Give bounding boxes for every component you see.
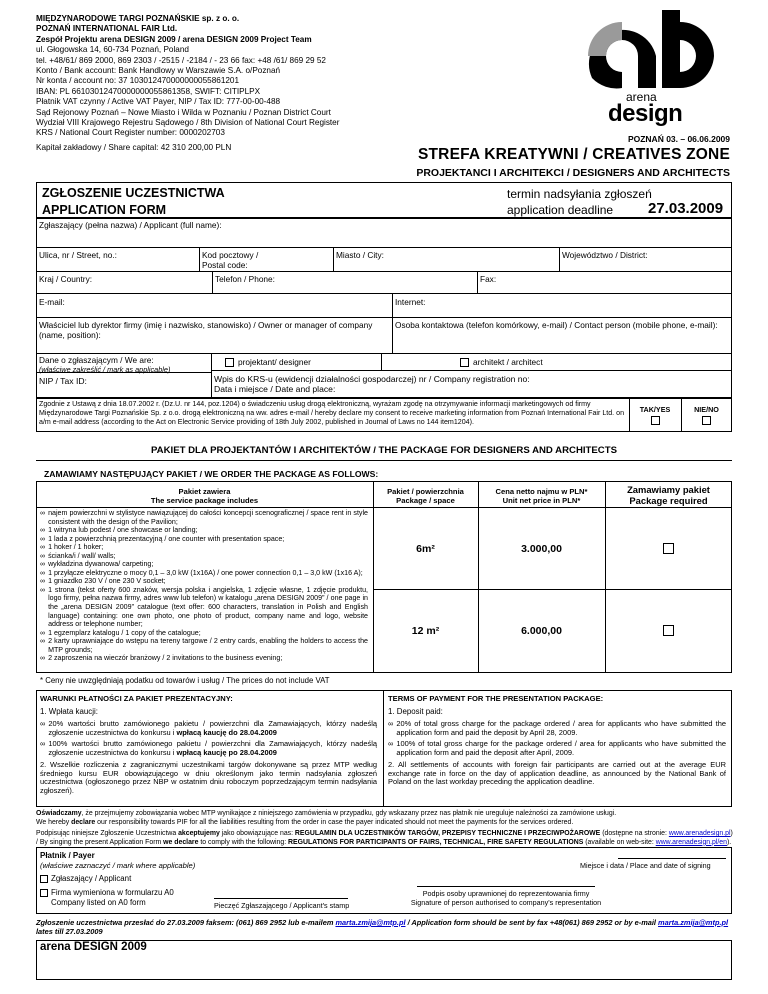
package-6-checkbox[interactable]: [663, 543, 674, 554]
package-price-12: 6.000,00: [521, 625, 562, 637]
logo-icon: [582, 10, 732, 90]
package-price-6: 3.000,00: [521, 543, 562, 555]
payer-note: (właściwe zaznaczyć / mark where applicable): [40, 861, 196, 870]
address-line: Nr konta / account no: 37 103012470000000055861201: [36, 76, 240, 86]
list-item: ∞ 1 witryna lub podest / one showcase or landing;: [40, 526, 198, 535]
applicant-label: Zgłaszający / Applicant: [51, 874, 132, 883]
declaration-en: We hereby declare our responsibility towards PIF for all the liabilities resulting from the order in case the payer indicated should not meet the payments for the services ordered.: [36, 818, 574, 826]
krs-field[interactable]: [211, 372, 533, 397]
yes-label: TAK/YES: [639, 405, 671, 414]
col4-pl: Zamawiamy pakiet: [627, 484, 710, 495]
list-item: ∞ najem powierzchni w stylistyce nawiązującej do całości koncepcji scenograficznej / space rent in style consistent with the design of the Pavilion;: [40, 509, 368, 526]
order-title: ZAMAWIAMY NASTĘPUJĄCY PAKIET / WE ORDER THE PACKAGE AS FOLLOWS:: [44, 469, 379, 479]
city-field[interactable]: Miasto / City:: [336, 250, 384, 260]
form-title-pl: ZGŁOSZENIE UCZESTNICTWA: [42, 186, 225, 200]
payer-title: Płatnik / Payer: [40, 851, 95, 860]
zone-title: STREFA KREATYWNI / CREATIVES ZONE: [417, 146, 730, 163]
payment-terms-pl: [40, 720, 377, 796]
postal-label-pl: Kod pocztowy /: [202, 250, 259, 260]
col3-pl: Cena netto najmu w PLN*: [495, 487, 588, 496]
col-header-space: [373, 487, 478, 505]
place-date-label: Miejsce i data / Place and date of signing: [580, 861, 711, 870]
send-instructions: Zgłoszenie uczestnictwa przesłać do 27.03.2009 faksem: (061) 869 2952 lub e-mailem marta.zmija@mtp.pl / Application form should be sent by fax +48(061) 869 2952 or by e-mail marta.zmija@mtp.pl lates till 27.03.2009: [36, 918, 729, 937]
consent-yes[interactable]: [629, 406, 681, 425]
architect-option[interactable]: [457, 356, 546, 370]
col-header-required: [605, 484, 732, 507]
architect-label: architekt / architect: [473, 357, 543, 367]
street-field[interactable]: Ulica, nr / Street, no.:: [39, 250, 117, 260]
regulations-link-en[interactable]: www.arenadesign.pl/en: [655, 838, 727, 846]
logo-design-text: design: [608, 100, 683, 127]
designer-checkbox[interactable]: [225, 358, 234, 367]
list-item: ∞ 1 lada z powierzchnią prezentacyjną / one counter with presentation space;: [40, 534, 285, 543]
package-space-12: 12 m²: [411, 625, 440, 637]
package-items-list: [40, 509, 368, 663]
architect-checkbox[interactable]: [460, 358, 469, 367]
we-are-text: Dane o zgłaszającym / We are:: [39, 355, 154, 365]
we-are-note: (właściwe zakreślić / mark as applicable): [39, 364, 171, 374]
deadline-label-en: application deadline: [507, 203, 614, 217]
phone-field[interactable]: Telefon / Phone:: [215, 274, 275, 284]
company-name-en: POZNAŃ INTERNATIONAL FAIR Ltd.: [36, 24, 178, 34]
vat-note: * Ceny nie uwzględniają podatku od towarów i usług / The prices do not include VAT: [40, 676, 330, 685]
list-item: ∞ 1 egzemplarz katalogu / 1 copy of the catalogue;: [40, 628, 201, 637]
designer-option[interactable]: [222, 356, 314, 370]
country-field[interactable]: Kraj / Country:: [39, 274, 93, 284]
signature-label-pl: Podpis osoby uprawnionej do reprezentowania firmy: [422, 889, 590, 898]
payment-settlement-pl: 2. Wszelkie rozliczenia z zagranicznymi uczestnikami targów dokonywane są przez MTP według średniego kursu EUR obowiązującego w dniu określonym jako termin nadsyłania zgłoszeń uczestnictwa (ogłoszonego przez NBP w ostatnim dniu roboczym poprzedzającym termin nadsyłania zgłoszeń).: [40, 759, 377, 795]
stamp-label: Pieczęć Zgłaszającego / Applicant's stamp: [214, 901, 350, 910]
signature-label: [405, 890, 607, 907]
designer-label: projektant/ designer: [238, 357, 311, 367]
payment-title-pl: WARUNKI PŁATNOŚCI ZA PAKIET PREZENTACYJNY:: [40, 694, 233, 703]
col1-en: The service package includes: [150, 496, 259, 506]
address-line: Sąd Rejonowy Poznań – Nowe Miasto i Wilda w Poznaniu / Poznan District Court: [36, 107, 331, 117]
address-line: KRS / National Court Register number: 0000202703: [36, 128, 225, 138]
email-field[interactable]: E-mail:: [39, 297, 65, 307]
address-line: Płatnik VAT czynny / Active VAT Payer, NIP / Tax ID: 777-00-00-488: [36, 97, 281, 107]
col4-en: Package required: [629, 495, 708, 507]
regulations-link-pl[interactable]: www.arenadesign.pl: [668, 830, 731, 838]
list-item: ∞ 1 hoker / 1 hoker;: [40, 543, 104, 552]
col2-pl: Pakiet / powierzchnia: [387, 487, 464, 496]
arena-design-logo: [582, 10, 732, 130]
company-label-en: Company listed on A0 form: [51, 898, 146, 907]
payment-terms-en: [388, 720, 726, 787]
declaration: [36, 810, 736, 847]
event-dates: POZNAŃ 03. – 06.06.2009: [627, 134, 730, 144]
fax-field[interactable]: Fax:: [480, 274, 497, 284]
address-line: ul. Głogowska 14, 60-734 Poznań, Poland: [36, 45, 189, 55]
payment-title-en: TERMS OF PAYMENT FOR THE PRESENTATION PACKAGE:: [388, 694, 604, 703]
declaration-pl: Oświadczamy, że przejmujemy zobowiązania wobec MTP wynikające z niniejszego zamówienia w przypadku, gdy wskazany przez nas płatnik nie ureguluje należności za zamówione usługi.: [36, 810, 617, 817]
regulations-acceptance: Podpisując niniejsze Zgłoszenie Uczestnictwa akceptujemy jako obowiązujące nas: REGULAMIN DLA UCZESTNIKÓW TARGÓW, PRZEPISY TECHNICZNE I PRZECIWPOŻAROWE (dostępne na stronie: www.arenadesign.pl) / By singing the present Application Form we declare to comply with the following: REGULATIONS FOR PARTICIPANTS OF FAIRS, TECHNICAL, FIRE SAFETY REGULATIONS (available on web-site: www.arenadesign.pl/en).: [36, 830, 733, 846]
package-12-checkbox[interactable]: [663, 625, 674, 636]
logo-arena-text: arena: [626, 90, 657, 104]
col-header-price: [478, 487, 605, 505]
deadline-date: 27.03.2009: [648, 200, 724, 217]
col2-en: Package / space: [396, 496, 455, 506]
owner-field[interactable]: Właściciel lub dyrektor firmy (imię i nazwisko, stanowisko) / Owner or manager of company (name, position):: [39, 320, 373, 340]
payer-option-company[interactable]: [40, 888, 174, 897]
share-capital: Kapitał zakładowy / Share capital: 42 310 200,00 PLN: [36, 142, 232, 152]
address-line: Wydział VIII Krajowego Rejestru Sądowego / 8th Division of National Court Register: [36, 118, 340, 128]
deadline-label-pl: termin nadsyłania zgłoszeń: [507, 187, 652, 201]
list-item: ∞ 100% wartości brutto zamówionego pakietu / powierzchni dla Zamawiających, którzy nadeślą zgłoszenie uczestnictwa do konkursu i wpłacą kaucję po 28.04.2009: [40, 739, 377, 758]
list-item: ∞ ścianka/i / wall/ walls;: [40, 551, 116, 560]
list-item: ∞ 20% of total gross charge for the package ordered / area for applicants who have submitted the application form and paid the deposit by April 28, 2009.: [388, 719, 726, 737]
list-item: ∞ 1 gniazdko 230 V / one 230 V socket;: [40, 577, 166, 586]
district-field[interactable]: Województwo / District:: [562, 250, 648, 260]
consent-no[interactable]: [681, 406, 732, 425]
nip-field[interactable]: NIP / Tax ID:: [39, 376, 87, 386]
list-item: ∞ 2 karty uprawniające do wstępu na tereny targowe / 2 entry cards, enabling the holders to access the MTP grounds;: [40, 637, 368, 654]
company-checkbox[interactable]: [40, 889, 48, 897]
applicant-name-field[interactable]: Zgłaszający (pełna nazwa) / Applicant (full name):: [39, 220, 222, 230]
list-item: ∞ 2 zaproszenia na wieczór branżowy / 2 invitations to the business evening;: [40, 654, 283, 663]
company-header: [36, 14, 416, 153]
footer-brand: arena DESIGN 2009: [40, 941, 147, 953]
no-checkbox[interactable]: [702, 416, 711, 425]
company-name-pl: MIĘDZYNARODOWE TARGI POZNAŃSKIE sp. z o. o.: [36, 14, 240, 23]
deposit-label-pl: 1. Wpłata kaucji:: [40, 707, 98, 716]
list-item: ∞ wykładzina dywanowa/ carpeting;: [40, 560, 154, 569]
payment-settlement-en: 2. All settlements of accounts with foreign fair participants are carried out at the average EUR exchange rate in force on the day of application deadline, as announced by the National Bank of Poland on the last workday preceding the application deadline.: [388, 759, 726, 787]
project-team: Zespół Projektu arena DESIGN 2009 / arena DESIGN 2009 Project Team: [36, 34, 312, 44]
col1-pl: Pakiet zawiera: [178, 487, 231, 496]
col-header-includes: [36, 487, 373, 505]
postal-code-field[interactable]: [199, 249, 261, 273]
list-item: ∞ 20% wartości brutto zamówionego pakietu / powierzchni dla Zamawiających, którzy nadeślą zgłoszenie uczestnictwa do konkursu i wpłacą kaucję do 28.04.2009: [40, 719, 377, 737]
company-label-pl: Firma wymieniona w formularzu A0: [51, 888, 174, 897]
signature-label-en: Signature of person authorised to company's representation: [410, 897, 602, 907]
deposit-label-en: 1. Deposit paid:: [388, 707, 443, 716]
list-item: ∞ 100% of total gross charge for the package ordered / area for applicants who have submitted the application form and paid the deposit after April, 2009.: [388, 739, 726, 758]
col3-en: Unit net price in PLN*: [502, 496, 581, 506]
no-label: NIE/NO: [694, 405, 719, 414]
payer-option-applicant[interactable]: [40, 874, 131, 883]
zone-subtitle: PROJEKTANCI I ARCHITEKCI / DESIGNERS AND ARCHITECTS: [416, 167, 730, 179]
contact-person-field[interactable]: Osoba kontaktowa (telefon komórkowy, e-mail) / Contact person (mobile phone, e-mail):: [395, 320, 718, 330]
address-line: IBAN: PL 66103012470000000055861358, SWIFT: CITIPLPX: [36, 86, 261, 96]
address-line: Konto / Bank account: Bank Handlowy w Warszawie S.A. o/Poznań: [36, 66, 281, 76]
form-title-en: APPLICATION FORM: [42, 203, 167, 217]
krs-label: Wpis do KRS-u (ewidencji działalności gospodarczej) nr / Company registration no:: [214, 374, 530, 384]
package-section-title: PAKIET DLA PROJEKTANTÓW I ARCHITEKTÓW / THE PACKAGE FOR DESIGNERS AND ARCHITECTS: [150, 445, 617, 456]
consent-text: Zgodnie z Ustawą z dnia 18.07.2002 r. (Dz.U. nr 144, poz.1204) o świadczeniu usług drogą elektroniczną, wyrażam zgodę na otrzymywanie informacji marketingowych od firmy Międzynarodowe Targi Poznańskie Sp. z o.o. drogą elektroniczną na ww. adres e-mail / hereby declare my consent to receive marketing information from Poznań International Fair Ltd. on a/m e-mail address (according to the Act on Electronic Service providing of 18th July 2002, published in Journal of Laws no 144 item1204).: [39, 400, 625, 426]
email-link[interactable]: marta.zmija@mtp.pl: [335, 918, 406, 927]
yes-checkbox[interactable]: [651, 416, 660, 425]
list-item: ∞ 1 przyłącze elektryczne o mocy 0,1 – 3,0 kW (1x16A) / one power connection 0,1 – 3,0 kW (1x16 A);: [40, 568, 363, 577]
package-space-6: 6m²: [416, 543, 435, 555]
list-item: ∞ 1 strona (tekst oferty 600 znaków, wersja polska i angielska, 1 zdjęcie własne, 1 zdjęcie produktu, logo firmy, pełna nazwa firmy, adres www lub telefon) w katalogu „arena DESIGN 2009” / one page in the „arena DESIGN 2009” catalogue (text offer: 600 characters, translation in Polish and English language) containing: one own photo, one photo of product, company name and logo, website address or telephone number;: [40, 585, 368, 629]
internet-field[interactable]: Internet:: [395, 297, 426, 307]
date-place-label: Data i miejsce / Date and place:: [214, 384, 336, 395]
email-link-2[interactable]: marta.zmija@mtp.pl: [658, 918, 729, 927]
applicant-checkbox[interactable]: [40, 875, 48, 883]
postal-label-en: Postal code:: [202, 259, 248, 270]
address-line: tel. +48/61/ 869 2000, 869 2303 / -2515 / -2184 / - 23 66 fax: +48 /61/ 869 29 52: [36, 55, 326, 65]
